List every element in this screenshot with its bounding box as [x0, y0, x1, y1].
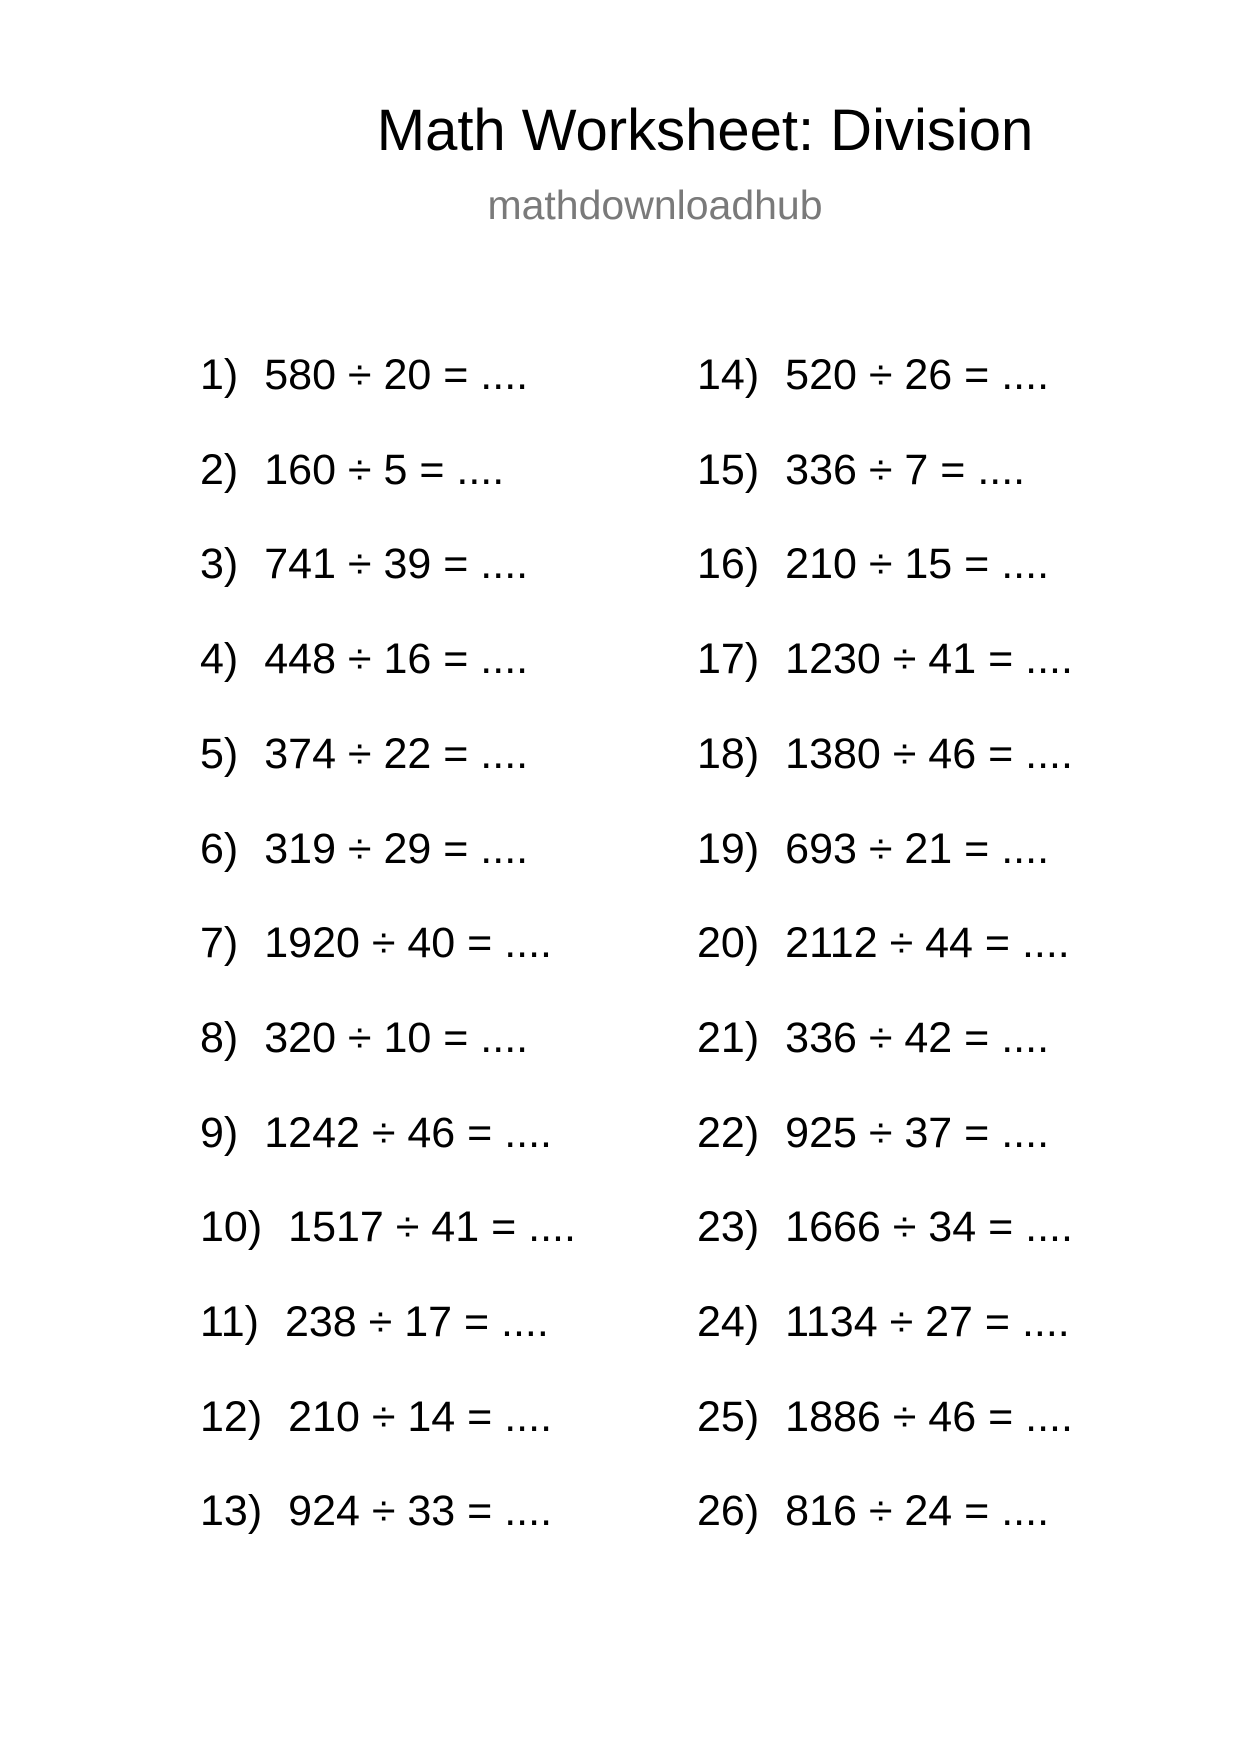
problem-expression: 238 ÷ 17 = .... [284, 1298, 549, 1346]
problem-expression: 2112 ÷ 44 = .... [785, 919, 1070, 968]
problem-number: 8) [200, 1013, 239, 1062]
problem-expression: 1380 ÷ 46 = .... [785, 729, 1073, 778]
problem-expression: 741 ÷ 39 = .... [264, 540, 529, 589]
problem-number: 7) [200, 919, 239, 968]
problem-expression: 1886 ÷ 46 = .... [785, 1392, 1073, 1441]
problem-item [697, 444, 1025, 496]
problem-expression: 160 ÷ 5 = .... [264, 445, 505, 494]
problem-number: 18) [697, 729, 760, 778]
problem-number: 19) [697, 824, 760, 873]
problem-number: 25) [697, 1392, 760, 1441]
problem-number: 15) [697, 445, 760, 494]
problem-item [200, 444, 504, 496]
problem-expression: 580 ÷ 20 = .... [264, 351, 529, 399]
page-title: Math Worksheet: Division [376, 98, 1034, 163]
problem-number: 24) [697, 1298, 760, 1346]
problem-number: 3) [200, 540, 239, 589]
problem-expression: 320 ÷ 10 = .... [264, 1013, 529, 1062]
problem-item [697, 1296, 1070, 1348]
problem-item [200, 1391, 552, 1443]
problem-number: 26) [697, 1487, 760, 1536]
problem-item [697, 917, 1070, 969]
problem-item [200, 728, 528, 780]
problem-item [200, 1201, 576, 1253]
problem-number: 2) [200, 445, 239, 494]
problem-expression: 1230 ÷ 41 = .... [785, 635, 1073, 684]
problem-expression: 448 ÷ 16 = .... [264, 635, 529, 684]
problem-item [200, 349, 528, 401]
problem-item [697, 823, 1049, 875]
problem-expression: 210 ÷ 14 = .... [288, 1392, 553, 1441]
problem-number: 21) [697, 1013, 760, 1062]
problem-number: 9) [200, 1108, 239, 1157]
problem-item [200, 1296, 549, 1348]
problem-item [200, 538, 528, 590]
page-subtitle: mathdownloadhub [487, 182, 823, 228]
problem-number: 13) [200, 1487, 263, 1536]
problem-expression: 1242 ÷ 46 = .... [264, 1108, 553, 1157]
problem-expression: 520 ÷ 26 = .... [785, 351, 1050, 399]
problem-number: 14) [697, 351, 760, 399]
problem-expression: 336 ÷ 7 = .... [785, 445, 1026, 494]
problem-expression: 693 ÷ 21 = .... [785, 824, 1050, 873]
problem-expression: 319 ÷ 29 = .... [264, 824, 529, 873]
problem-expression: 210 ÷ 15 = .... [785, 540, 1050, 589]
problem-item [697, 1485, 1049, 1537]
problem-expression: 816 ÷ 24 = .... [785, 1487, 1050, 1536]
problem-item [697, 538, 1049, 590]
problem-expression: 336 ÷ 42 = .... [785, 1013, 1050, 1062]
problem-item [697, 1201, 1073, 1253]
problem-number: 17) [697, 635, 760, 684]
problem-item [697, 1391, 1073, 1443]
problem-number: 1) [200, 351, 239, 399]
problem-expression: 924 ÷ 33 = .... [288, 1487, 553, 1536]
problem-expression: 1134 ÷ 27 = .... [785, 1298, 1070, 1346]
problem-item [200, 917, 552, 969]
problem-number: 4) [200, 635, 239, 684]
problem-number: 23) [697, 1203, 760, 1252]
problem-number: 12) [200, 1392, 263, 1441]
problem-expression: 1517 ÷ 41 = .... [288, 1203, 576, 1252]
problem-item [200, 1107, 552, 1159]
problem-item [697, 1107, 1049, 1159]
problem-item [200, 823, 528, 875]
problem-expression: 925 ÷ 37 = .... [785, 1108, 1050, 1157]
problem-expression: 374 ÷ 22 = .... [264, 729, 529, 778]
problem-item [200, 633, 528, 685]
problem-item [697, 1012, 1049, 1064]
problem-item [697, 728, 1073, 780]
problem-number: 11) [200, 1298, 259, 1346]
problem-number: 6) [200, 824, 239, 873]
problem-number: 22) [697, 1108, 760, 1157]
problem-item [697, 633, 1073, 685]
problem-item [200, 1012, 528, 1064]
problem-number: 20) [697, 919, 760, 968]
problem-item [697, 349, 1049, 401]
problem-number: 16) [697, 540, 760, 589]
problem-expression: 1920 ÷ 40 = .... [264, 919, 553, 968]
problem-number: 10) [200, 1203, 263, 1252]
problem-item [200, 1485, 552, 1537]
problem-expression: 1666 ÷ 34 = .... [785, 1203, 1073, 1252]
problem-number: 5) [200, 729, 239, 778]
